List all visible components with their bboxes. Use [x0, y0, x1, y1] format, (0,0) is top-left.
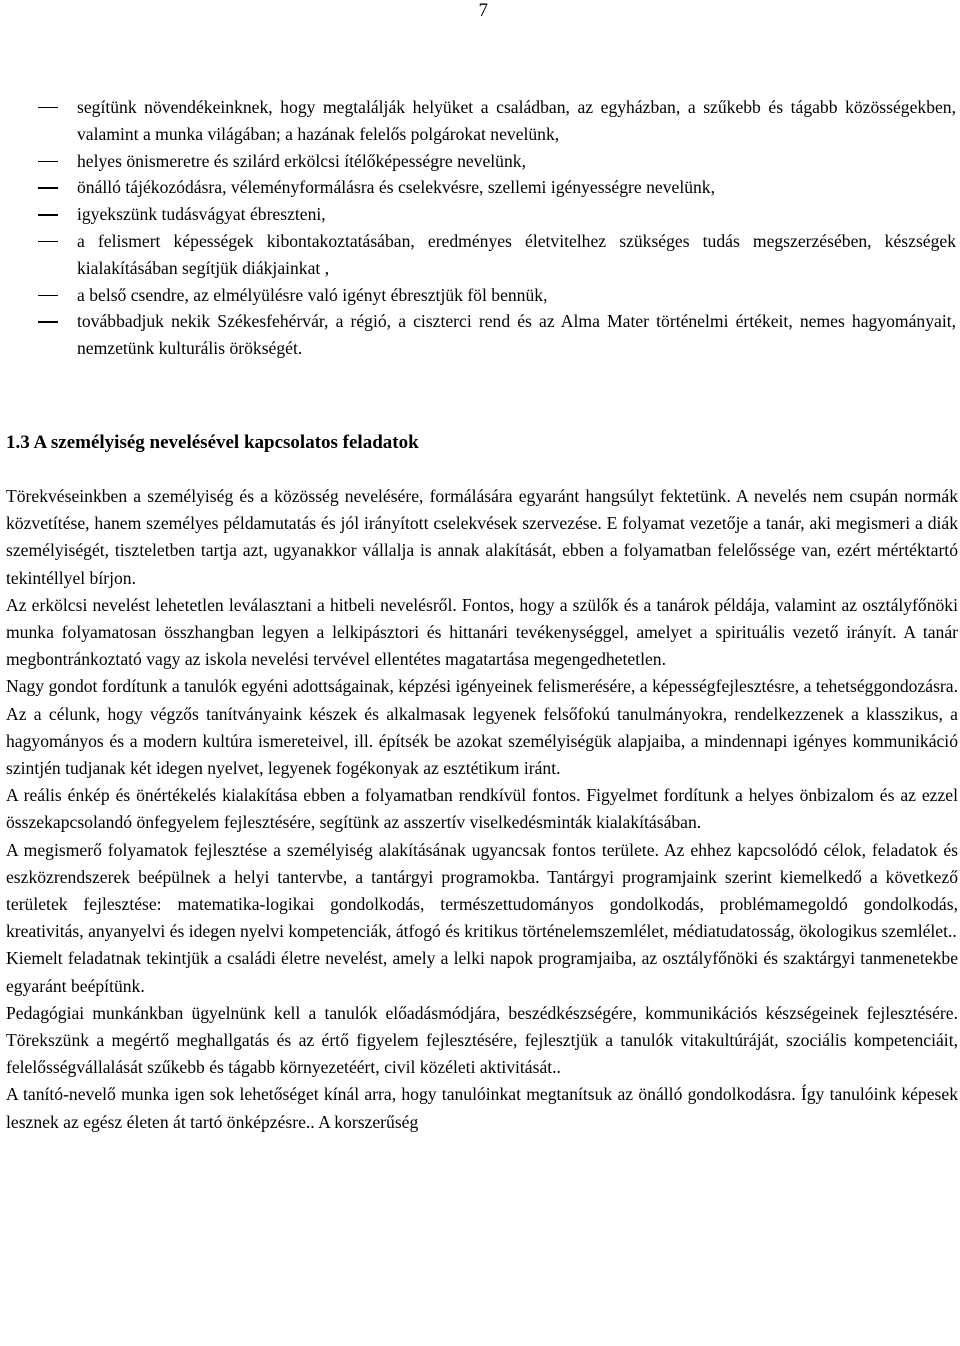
- bullet-text: segítünk növendékeinknek, hogy megtalálják helyüket a családban, az egyházban, a szűkebb és tágabb közösségekben, valamint a munka világában; a hazának felelős polgárokat nevelünk,: [77, 97, 956, 144]
- dash-bullet-icon: [38, 321, 58, 322]
- bullet-item: [6, 228, 956, 282]
- body-paragraph: A tanító-nevelő munka igen sok lehetőséget kínál arra, hogy tanulóinkat megtanítsuk az önálló gondolkodásra. Így tanulóink képesek lesznek az egész életen át tartó önképzésre.. A korszerűség: [6, 1084, 958, 1132]
- bullet-item: [6, 282, 956, 309]
- page-number: 7: [478, 0, 488, 21]
- dash-bullet-icon: [38, 295, 58, 296]
- goal-bullet-list: [6, 94, 956, 362]
- dash-bullet-icon: [38, 187, 58, 188]
- body-paragraph: Pedagógiai munkánkban ügyelnünk kell a tanulók előadásmódjára, beszédkészségére, kommunikációs készségeinek fejlesztésére. Törekszünk a megértő meghallgatás és az értő figyelem fejlesztésére, fejlesztjük a tanulók vitakultúráját, szociális kompetenciáit, felelősségvállalását szűkebb és tágabb környezetéért, civil közéleti aktivitását..: [6, 1002, 958, 1078]
- body-paragraph: Kiemelt feladatnak tekintjük a családi életre nevelést, amely a lelki napok programjaiba, az osztályfőnöki és szaktárgyi tanmenetekbe egyaránt beépítünk.: [6, 948, 958, 996]
- bullet-item: [6, 308, 956, 362]
- bullet-text: igyekszünk tudásvágyat ébreszteni,: [77, 204, 326, 225]
- dash-bullet-icon: [38, 241, 58, 242]
- bullet-item: [6, 201, 956, 228]
- body-paragraph: Az erkölcsi nevelést lehetetlen leválasztani a hitbeli nevelésről. Fontos, hogy a szülők és a tanárok példája, valamint az osztályfőnöki munka folyamatosan összhangban legyen a lelkipásztori és hittanári tevékenységgel, amelyet a spirituális vezető irányít. A tanár megbontránkoztató vagy az iskola nevelési tervével ellentétes magatartása megengedhetetlen.: [6, 594, 958, 670]
- body-paragraph: Törekvéseinkben a személyiség és a közösség nevelésére, formálására egyaránt hangsúlyt fektetünk. A nevelés nem csupán normák közvetítése, hanem személyes példamutatás és jól irányított cselekvések szervezése. E folyamat vezetője a tanár, aki megismeri a diák személyiségét, tiszteletben tartja azt, ugyanakkor vállalja is annak alakítását, ebben a folyamatban felelőssége van, ezért mértéktartó tekintéllyel bírjon.: [6, 486, 958, 588]
- dash-bullet-icon: [38, 214, 58, 215]
- body-paragraph: A reális énkép és önértékelés kialakítása ebben a folyamatban rendkívül fontos. Figyelmet fordítunk a helyes önbizalom és az ezzel összekapcsolandó önfegyelem fejlesztésére, segítünk az asszertív viselkedésminták kialakításában.: [6, 785, 958, 833]
- bullet-item: [6, 174, 956, 201]
- bullet-text: továbbadjuk nekik Székesfehérvár, a régió, a ciszterci rend és az Alma Mater történelmi értékeit, nemes hagyományait, nemzetünk kulturális örökségét.: [77, 311, 956, 359]
- bullet-text: helyes önismeretre és szilárd erkölcsi ítélőképességre nevelünk,: [77, 150, 526, 171]
- bullet-item: [6, 148, 956, 175]
- body-paragraph: Nagy gondot fordítunk a tanulók egyéni adottságainak, képzési igényeinek felismerésére, a képességfejlesztésre, a tehetséggondozásra. Az a célunk, hogy végzős tanítványaink készek és alkalmasak legyenek felsőfokú tanulmányokra, rendelkezzenek a klasszikus, a hagyományos és a modern kultúra ismereteivel, ill. építsék be azokat személyiségük alapjaiba, a mindennapi igényes kommunikáció szintjén tudjanak két idegen nyelvet, legyenek fogékonyak az esztétikum iránt.: [6, 676, 958, 779]
- section-heading: 1.3 A személyiség nevelésével kapcsolatos feladatok: [6, 432, 419, 453]
- bullet-text: a belső csendre, az elmélyülésre való igényt ébresztjük föl bennük,: [77, 284, 548, 305]
- bullet-item: [6, 94, 956, 148]
- section-body: [6, 483, 958, 1136]
- bullet-text: a felismert képességek kibontakoztatásában, eredményes életvitelhez szükséges tudás megszerzésében, készségek kialakításában segítjük diákjainkat ,: [77, 230, 956, 278]
- dash-bullet-icon: [38, 107, 58, 108]
- bullet-text: önálló tájékozódásra, véleményformálásra és cselekvésre, szellemi igényességre nevelünk,: [77, 177, 715, 198]
- dash-bullet-icon: [38, 161, 58, 162]
- body-paragraph: A megismerő folyamatok fejlesztése a személyiség alakításának ugyancsak fontos területe. Az ehhez kapcsolódó célok, feladatok és eszközrendszerek beépülnek a helyi tantervbe, a tantárgyi programokba. Tantárgyi programjaink szerint kiemelkedő a következő területek fejlesztése: matematika-logikai gondolkodás, természettudományos gondolkodás, problémamegoldó gondolkodás, kreativitás, anyanyelvi és idegen nyelvi kompetenciák, átfogó és kritikus történelemszemlélet, médiatudatosság, ökologikus szemlélet..: [6, 839, 958, 942]
